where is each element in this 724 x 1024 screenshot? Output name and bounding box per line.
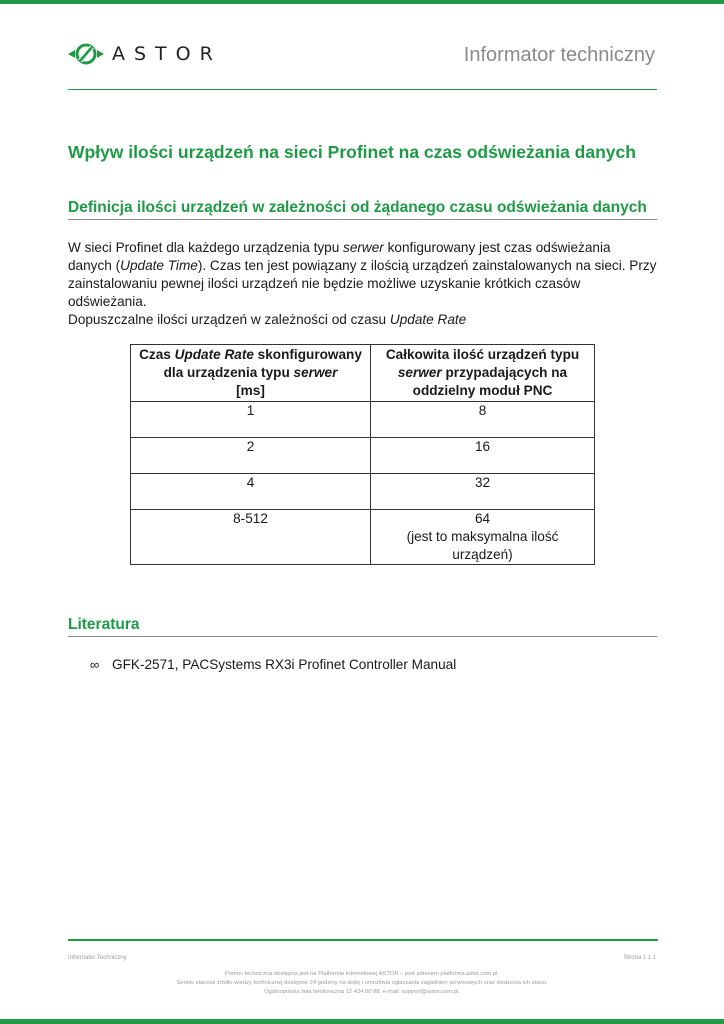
table-intro-text: Dopuszczalne ilości urządzeń w zależności od czasu Update Rate bbox=[68, 312, 467, 327]
footer-support-note: Pomoc techniczna dostępna jest na Platformie Internetowej ASTOR – pod adresem platforma.astor.com.pl. Serwis stanowi źródło wiedzy technicznej dostępne 24 godziny na dobę i umożliwia zgłaszania zagadnień serwisowych oraz śledzenia ich stanu. Ogólnopolska linia telefoniczna 12 424 00 88, e-mail: support@astor.com.pl. bbox=[176, 971, 548, 995]
literature-list bbox=[90, 656, 456, 674]
cell-device-count bbox=[371, 510, 595, 565]
table-header-row bbox=[131, 345, 595, 402]
device-count-note: (jest to maksymalna ilość urządzeń) bbox=[406, 529, 559, 562]
section-heading-definition: Definicja ilości urządzeń w zależności od żądanego czasu odświeżania danych bbox=[68, 199, 657, 220]
footer-divider bbox=[68, 939, 658, 941]
cell-device-count: 32 bbox=[371, 474, 595, 510]
cell-update-rate: 4 bbox=[131, 474, 371, 510]
document-type-title: Informator techniczny bbox=[463, 44, 655, 66]
column-header-update-rate: Czas Update Rate skonfigurowany dla urządzenia typu serwer [ms] bbox=[131, 345, 371, 402]
astor-logo bbox=[68, 41, 222, 67]
footer-doc-name: Informator Techniczny bbox=[68, 955, 127, 961]
table-row bbox=[131, 438, 595, 474]
cell-device-count: 16 bbox=[371, 438, 595, 474]
logo-text: ASTOR bbox=[112, 43, 222, 65]
cell-update-rate: 8-512 bbox=[131, 510, 371, 565]
list-item bbox=[90, 656, 456, 674]
cell-update-rate: 1 bbox=[131, 402, 371, 438]
cell-update-rate: 2 bbox=[131, 438, 371, 474]
table-row bbox=[131, 474, 595, 510]
cell-device-count: 8 bbox=[371, 402, 595, 438]
literature-item-text: GFK-2571, PACSystems RX3i Profinet Controller Manual bbox=[112, 657, 457, 672]
section-heading-literature: Literatura bbox=[68, 616, 657, 637]
top-accent-bar bbox=[0, 0, 724, 4]
update-rate-table bbox=[130, 344, 595, 565]
page-header bbox=[68, 36, 657, 90]
table-row bbox=[131, 402, 595, 438]
footer-page-number: Strona 1 z 1 bbox=[623, 955, 656, 961]
astor-logo-icon bbox=[68, 41, 104, 67]
bottom-accent-bar bbox=[0, 1019, 724, 1024]
device-count-value: 64 bbox=[474, 511, 491, 526]
table-row bbox=[131, 510, 595, 565]
infinity-bullet-icon: ∞ bbox=[90, 657, 100, 672]
definition-paragraph: W sieci Profinet dla każdego urządzenia typu serwer konfigurowany jest czas odświeżania danych (Update Time). Czas ten jest powiązany z ilością urządzeń zainstalowanych na sieci. Przy zainstalowaniu pewnej ilości urządzeń nie będzie możliwe uzyskanie krótkich czasów odświeżania. bbox=[68, 240, 657, 309]
page-title: Wpływ ilości urządzeń na sieci Profinet na czas odświeżania danych bbox=[68, 142, 636, 162]
column-header-device-count: Całkowita ilość urządzeń typu serwer przypadających na oddzielny moduł PNC bbox=[371, 345, 595, 402]
